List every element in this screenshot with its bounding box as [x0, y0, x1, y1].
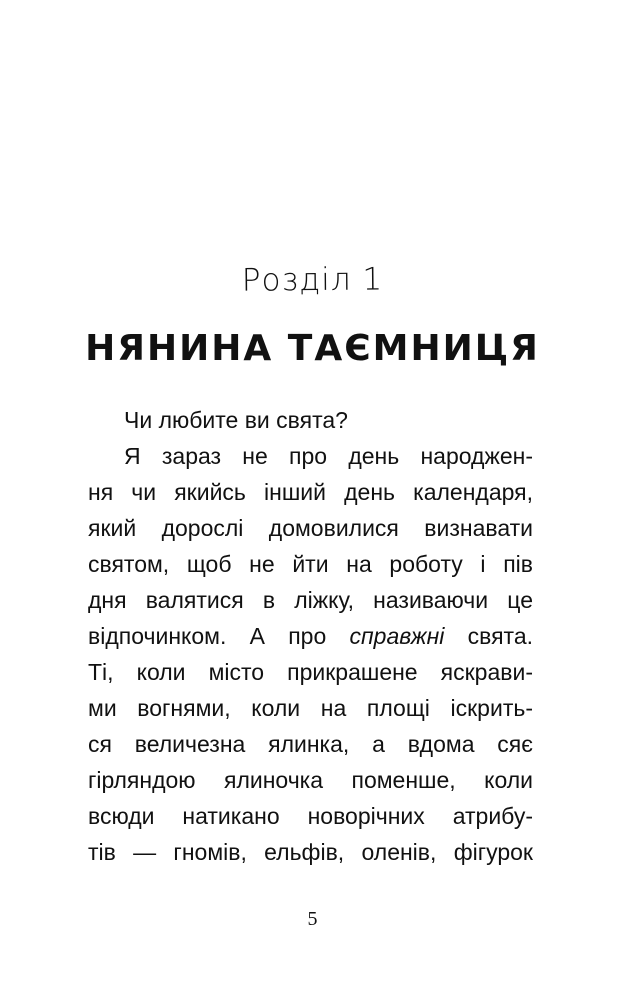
- paragraph-line: гірляндою ялиночка поменше, коли: [88, 767, 533, 793]
- paragraph-line: Чи любите ви свята?: [124, 407, 348, 433]
- paragraph-line: всюди натикано новорічних атрибу-: [88, 803, 533, 829]
- paragraph-line: ся величезна ялинка, а вдома сяє: [88, 731, 533, 757]
- emphasis-text: справжні: [349, 623, 445, 649]
- paragraph-line: [88, 618, 533, 654]
- line-segment: відпочинком. А про: [88, 623, 327, 649]
- page-number: 5: [307, 908, 318, 930]
- paragraph-line: Я зараз не про день народжен-: [124, 443, 533, 469]
- paragraph-line: ми вогнями, коли на площі іскрить-: [88, 695, 533, 721]
- body-text: [88, 402, 533, 870]
- chapter-title: НЯНИНА ТАЄМНИЦЯ: [85, 328, 540, 369]
- paragraph-line: Ті, коли місто прикрашене яскрави-: [88, 659, 533, 685]
- paragraph-line: тів — гномів, ельфів, оленів, фігурок: [88, 839, 533, 865]
- paragraph-line: який дорослі домовилися визнавати: [88, 515, 533, 541]
- paragraph-line: святом, щоб не йти на роботу і пів: [88, 551, 533, 577]
- paragraph-line: дня валятися в ліжку, називаючи це: [88, 587, 533, 613]
- line-segment: свята.: [467, 623, 533, 649]
- chapter-label: Розділ 1: [241, 261, 384, 299]
- paragraph-line: ня чи якийсь інший день календаря,: [88, 479, 533, 505]
